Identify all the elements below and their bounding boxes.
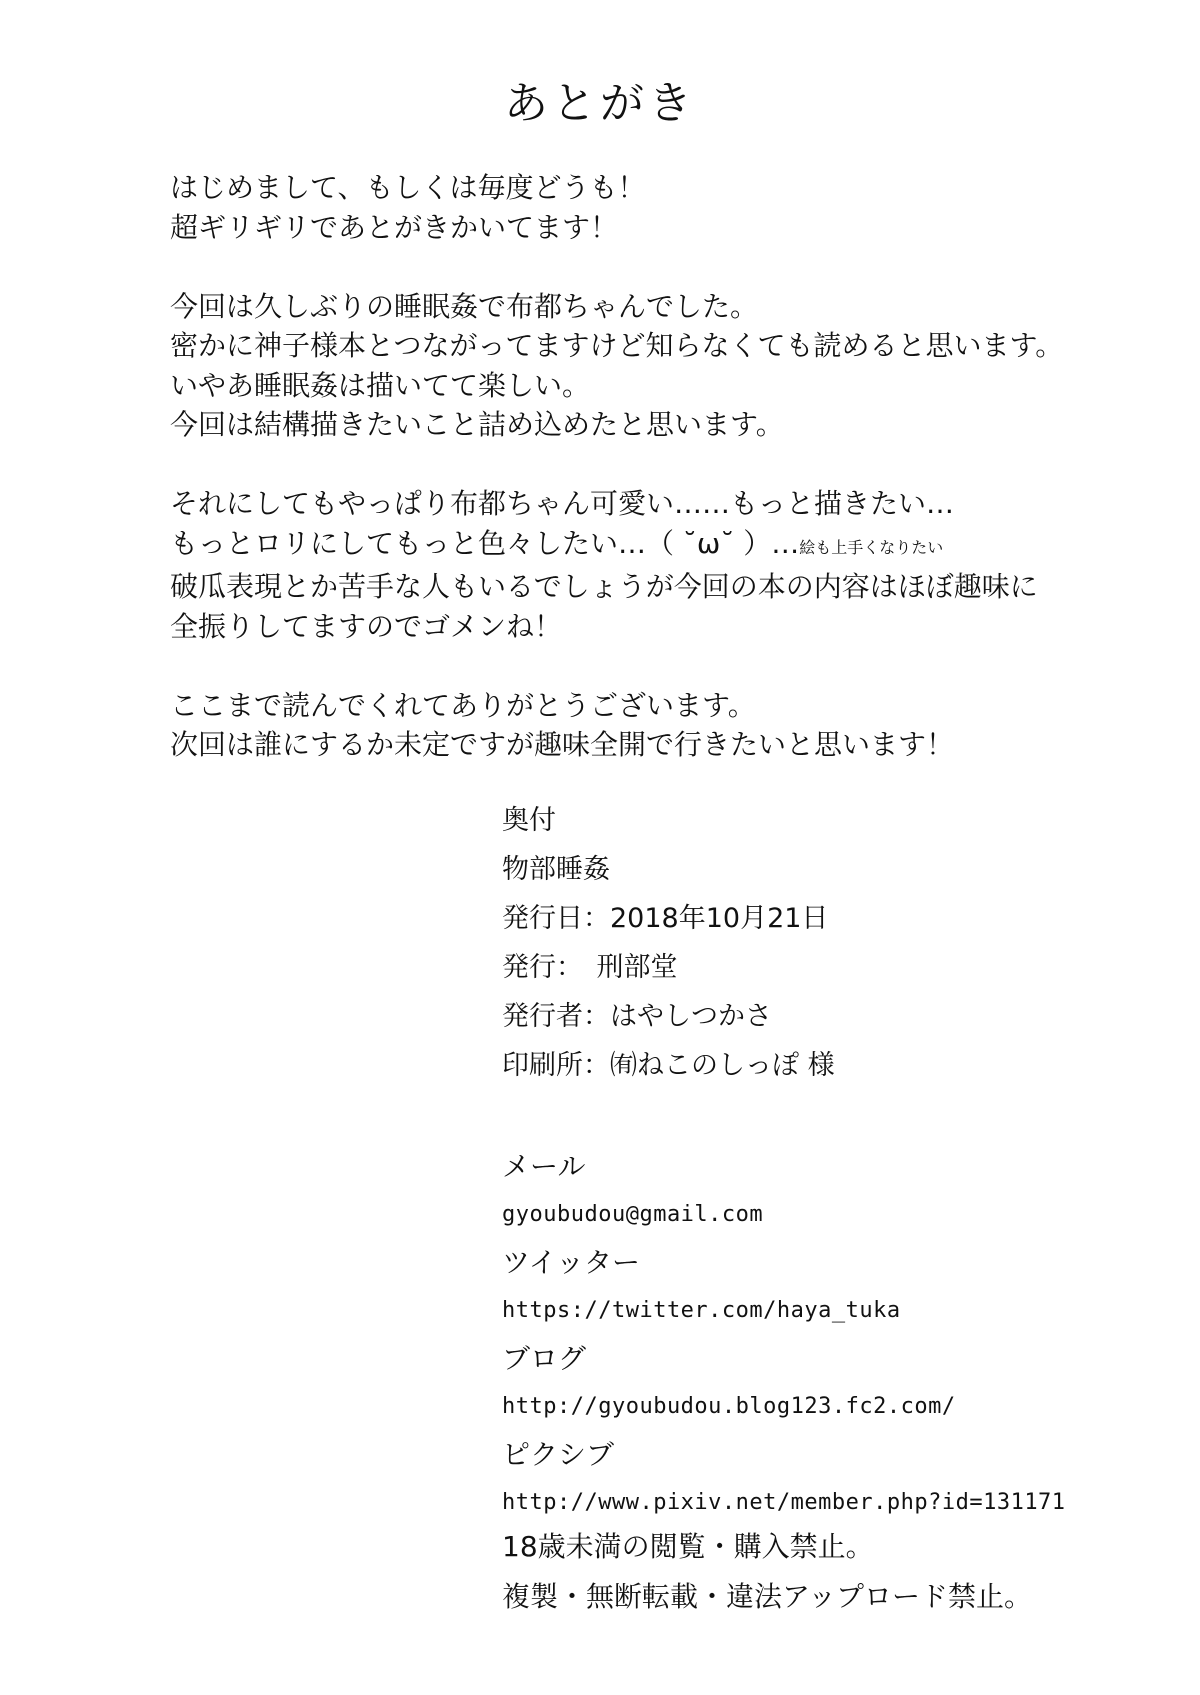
body-line: 今回は久しぶりの睡眠姦で布都ちゃんでした。: [170, 289, 759, 323]
colophon: [502, 796, 1142, 1090]
paragraph-greeting: [170, 168, 1130, 247]
twitter-link[interactable]: https://twitter.com/haya_tuka: [502, 1298, 901, 1323]
pixiv-label: ピクシブ: [502, 1438, 615, 1471]
body-line: それにしてもやっぱり布都ちゃん可愛い……もっと描きたい…: [170, 487, 955, 520]
small-note: 絵も上手くなりたい: [799, 537, 944, 557]
book-title: 物部睡姦: [502, 854, 610, 885]
publish-date: 発行日：2018年10月21日: [502, 903, 829, 934]
copy-restriction-notice: 複製・無断転載・違法アップロード禁止。: [502, 1580, 1033, 1613]
blog-link[interactable]: http://gyoubudou.blog123.fc2.com/: [502, 1394, 956, 1419]
mail-link[interactable]: gyoubudou@gmail.com: [502, 1202, 764, 1227]
body-line: はじめまして、もしくは毎度どうも！: [170, 171, 646, 204]
notices: [502, 1522, 1142, 1622]
body-line-text: もっとロリにしてもっと色々したい…（ ˘ω˘ ）…: [170, 526, 800, 560]
paragraph-thoughts: [170, 484, 1130, 646]
page-title: あとがき: [504, 78, 696, 129]
body-line: 密かに神子様本とつながってますけど知らなくても読めると思います。: [170, 329, 1064, 362]
colophon-heading: 奥付: [502, 805, 556, 836]
blog-label: ブログ: [502, 1342, 587, 1375]
paragraph-thanks: [170, 686, 1130, 765]
body-line: 全振りしてますのでゴメンね！: [170, 609, 563, 643]
body-line: 今回は結構描きたいこと詰め込めたと思います。: [170, 408, 784, 441]
paragraph-about-book: [170, 287, 1130, 445]
afterword-body: [170, 168, 1130, 804]
twitter-label: ツイッター: [502, 1246, 641, 1279]
body-line: 破瓜表現とか苦手な人もいるでしょうが今回の本の内容はほぼ趣味に: [170, 570, 1038, 603]
body-line: 次回は誰にするか未定ですが趣味全開で行きたいと思います！: [170, 728, 955, 761]
body-line: [170, 524, 1130, 568]
author: 発行者：はやしつかさ: [502, 1001, 772, 1032]
mail-label: メール: [502, 1150, 586, 1183]
printer: 印刷所：㈲ねこのしっぽ 様: [502, 1050, 835, 1081]
contact-list: [502, 1143, 1142, 1527]
pixiv-link[interactable]: http://www.pixiv.net/member.php?id=131171: [502, 1490, 1066, 1515]
body-line: いやあ睡眠姦は描いてて楽しい。: [170, 368, 591, 402]
body-line: ここまで読んでくれてありがとうございます。: [170, 688, 756, 722]
publisher: 発行： 刑部堂: [502, 952, 678, 983]
body-line: 超ギリギリであとがきかいてます！: [170, 210, 619, 244]
age-restriction-notice: 18歳未満の閲覧・購入禁止。: [502, 1530, 874, 1563]
